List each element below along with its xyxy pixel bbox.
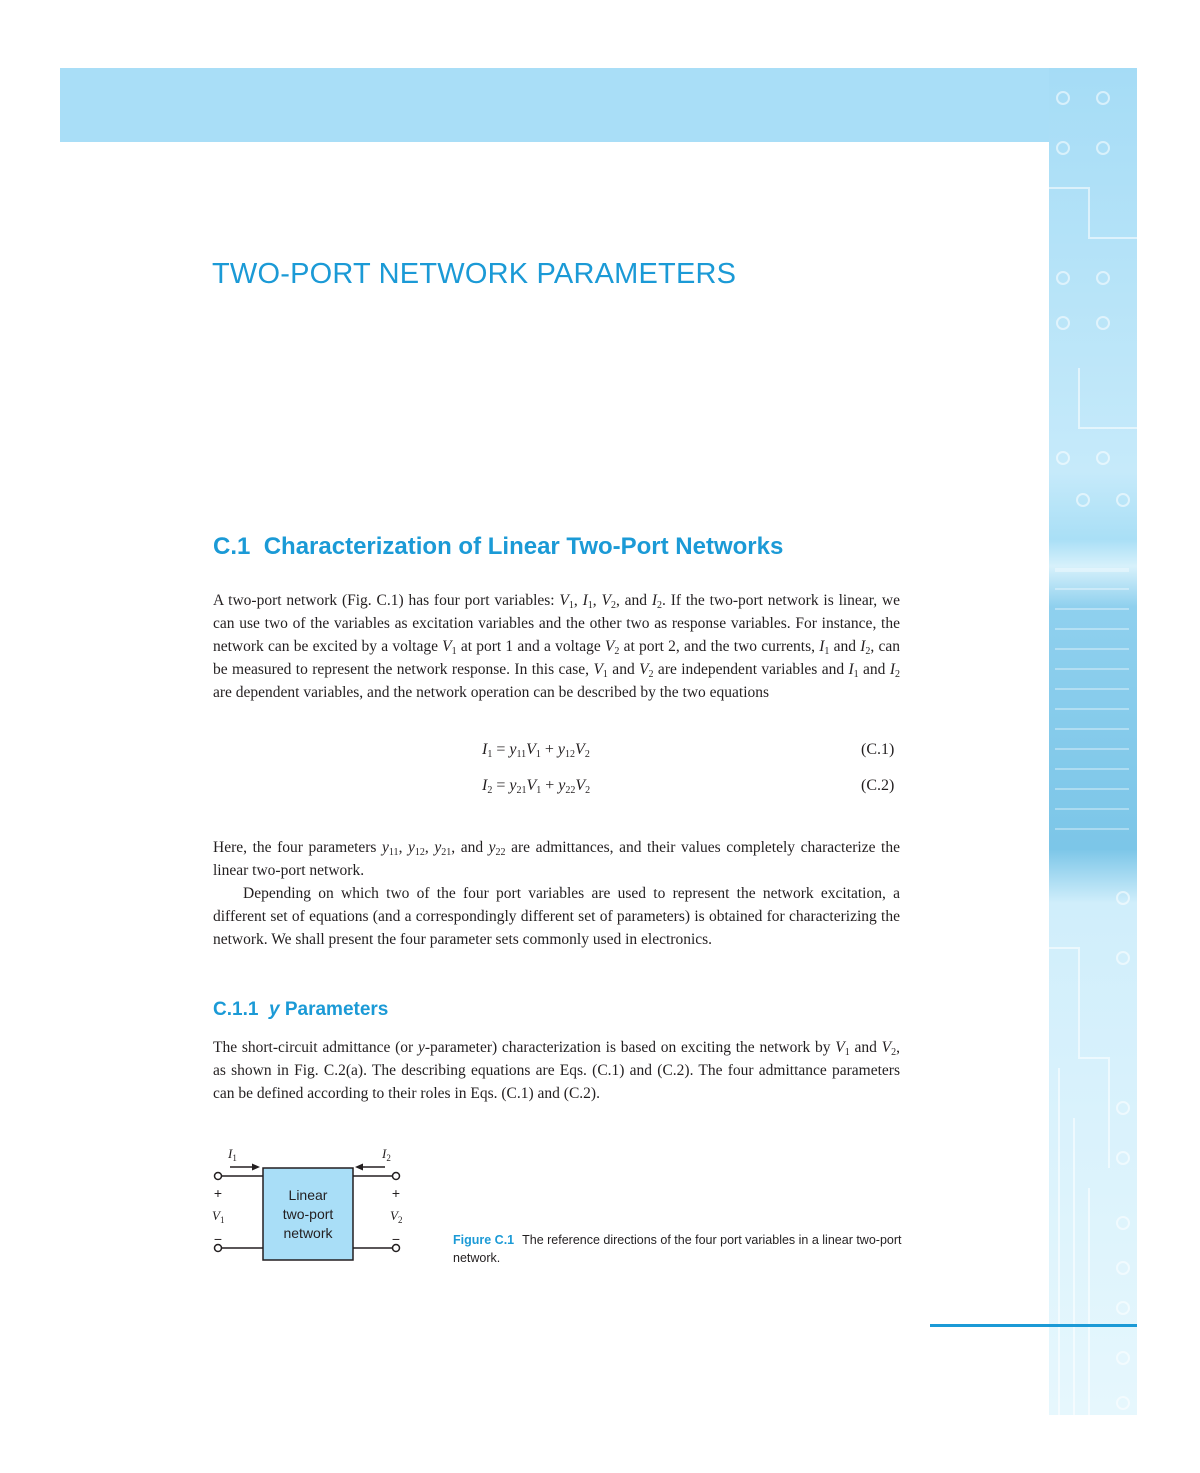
subsection-number: C.1.1 [213, 999, 259, 1020]
plus-port1: + [213, 1185, 223, 1201]
subsection-var: y [268, 999, 280, 1020]
equation-number-c1: (C.1) [861, 741, 895, 758]
box-label-line2: two-port [282, 1206, 334, 1222]
two-port-network-diagram [200, 1140, 430, 1280]
eq-symbol: y [509, 741, 517, 758]
section-title [213, 533, 783, 561]
header-band [60, 68, 1049, 142]
figure-caption [453, 1231, 913, 1267]
terminal [393, 1173, 400, 1180]
text-run: , can be measured to represent the network response. In this case, [213, 638, 900, 678]
figure-label: Figure C.1 [453, 1233, 515, 1247]
equation-c1: $I_1 = y_{11}V_1 + y_{12}V_2$ [482, 741, 590, 760]
chapter-title: TWO-PORT NETWORK PARAMETERS [212, 258, 737, 290]
subsection-heading-text: Parameters [284, 999, 389, 1020]
section-heading-text: Characterization of Linear Two-Port Networks [263, 533, 784, 560]
eq-symbol: y [557, 741, 566, 758]
text-run: -parameter) characterization is based on exciting the network by [424, 1039, 836, 1056]
eq-subscript: 12 [565, 749, 576, 760]
box-label-line1: Linear [288, 1187, 328, 1203]
text-run: are admittances, and their values completely characterize the linear two-port network. [213, 839, 900, 879]
equation-c2: $I_2 = y_{21}V_1 + y_{22}V_2$ [482, 777, 591, 796]
text-run: , as shown in Fig. C.2(a). The describing equations are Eqs. (C.1) and (C.2). The four admittance parameters can be defined according to their roles in Eqs. (C.1) and (C.2). [213, 1039, 901, 1102]
text-run: A two-port network (Fig. C.1) has four port variables: [213, 592, 560, 609]
label-i2: $I_2$ [382, 1146, 391, 1163]
eq-symbol: I [482, 741, 488, 758]
section-number: C.1 [213, 533, 251, 560]
eq-symbol: y [558, 777, 566, 794]
paragraph-admittances: Here, the four parameters $y_{11}$, $y_{12}$, $y_{21}$, and $y_{22}$ are admittances, and their values completely characterize the linear two-port network. Depending on which two of the four port variables are used to represent the network excitation, a different set of equations (and a correspondingly different set of parameters) is obtained for characterizing the network. We shall present the four parameter sets commonly used in electronics. [213, 839, 900, 948]
minus-port2: − [391, 1231, 401, 1247]
text-run: . If the two-port network is linear, we can use two of the variables as excitation variables and the other two as response variables. For instance, the network can be excited by a voltage [213, 592, 901, 655]
text-run: The short-circuit admittance (or [213, 1039, 418, 1056]
label-v2: $V_2$ [390, 1208, 403, 1225]
bottom-accent-rule [930, 1324, 1137, 1327]
text-run: and [607, 661, 640, 678]
text-run: and [849, 1039, 882, 1056]
minus-port1: − [213, 1231, 223, 1247]
eq-symbol: y [509, 777, 517, 794]
text-run: and [455, 839, 489, 856]
figure-c1-diagram [200, 1140, 430, 1285]
eq-subscript: 22 [565, 785, 576, 796]
text-run: at port 2, and the two currents, [619, 638, 820, 655]
eq-subscript: 21 [516, 785, 527, 796]
circuit-board-pattern [1049, 68, 1137, 1415]
label-i1: $I_1$ [228, 1146, 237, 1163]
text-run: and [829, 638, 861, 655]
paragraph-port-variables: A two-port network (Fig. C.1) has four port variables: $V_1$, $I_1$, $V_2$, and $I_2$. If the two-port network is linear, we can use two of the variables as excitation variables and the other two as response variables. For instance, the network can be excited by a voltage $V_1$ at port 1 and a voltage $V_2$ at port 2, and the two currents, $I_1$ and $I_2$, can be measured to represent the network response. In this case, $V_1$ and $V_2$ are independent variables and $I_1$ and $I_2$ are dependent variables, and the network operation can be described by the two equations [213, 592, 901, 701]
eq-subscript: 1 [487, 749, 493, 760]
text-run: Depending on which two of the four port variables are used to represent the network excitation, a different set of equations (and a correspondingly different set of parameters) is obtained for characterizing the network. We shall present the four parameter sets commonly used in electronics. [213, 885, 900, 948]
eq-subscript: 11 [516, 749, 527, 760]
box-label-line3: network [283, 1225, 333, 1241]
text-run: at port 1 and a voltage [456, 638, 605, 655]
text-run: and [858, 661, 890, 678]
figure-caption-text: The reference directions of the four port variables in a linear two-port network. [453, 1233, 902, 1265]
text-run: Here, the four parameters [213, 839, 383, 856]
label-v1: $V_1$ [212, 1208, 225, 1225]
eq-symbol: I [482, 777, 488, 794]
subsection-title [213, 999, 388, 1021]
arrow-head-icon [355, 1164, 363, 1171]
text-run: are dependent variables, and the network operation can be described by the two equations [213, 684, 770, 701]
equation-number-c2: (C.2) [861, 777, 895, 794]
terminal [215, 1173, 222, 1180]
text-run: are independent variables and [653, 661, 849, 678]
plus-port2: + [391, 1185, 401, 1201]
decorative-side-strip [1049, 68, 1137, 1415]
arrow-head-icon [252, 1164, 260, 1171]
paragraph-y-parameters: The short-circuit admittance (or y-parameter) characterization is based on exciting the network by $V_1$ and $V_2$, as shown in Fig. C.2(a). The describing equations are Eqs. (C.1) and (C.2). The four admittance parameters can be defined according to their roles in Eqs. (C.1) and (C.2). [213, 1039, 901, 1102]
eq-subscript: 2 [487, 785, 493, 796]
